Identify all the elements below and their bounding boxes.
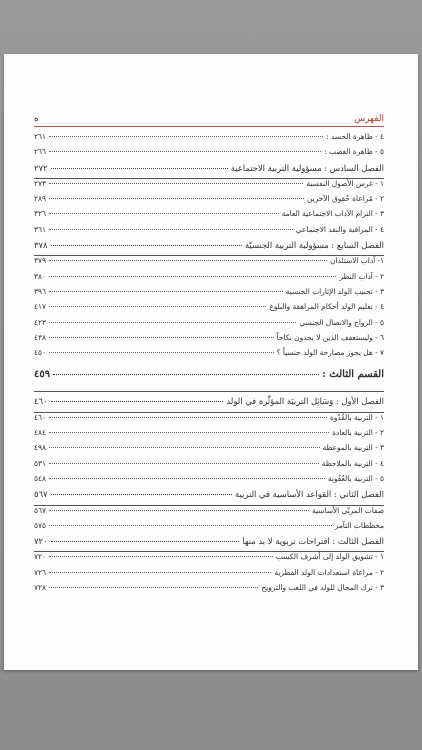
dot-leader [49,198,304,199]
toc-item[interactable] [34,552,384,567]
toc-page-number: ٣٩٦ [34,286,46,296]
header-title: الفهرس [354,114,384,124]
toc-item[interactable] [34,147,384,162]
toc-page-number: ٣٧٩ [34,256,46,266]
toc-item[interactable] [34,194,384,209]
dot-leader [49,478,325,479]
toc-page-number: ٤٥٩ [34,369,51,381]
dot-leader [49,213,279,214]
toc-entry-text: ٣ - التربية بالموعظة [322,443,384,453]
toc-page-number: ٢٧٣ [34,178,46,188]
toc-entry-text: ٥ - التربية بالعُقُوبة [327,473,384,483]
dot-leader [49,322,296,323]
toc-chapter[interactable] [34,536,384,552]
toc-entry-text: ٦ - وليستعفف الذين لا يجدون نكاحاً [276,332,384,342]
toc-chapter[interactable] [34,489,384,505]
toc-item[interactable] [34,459,384,474]
toc-entry-text: ٤ - تعليم الولد أحكام المراهقة والبلوغ [269,302,384,312]
toc-page-number: ٤٢٣ [34,317,46,327]
toc-entry-text: القسم الثالث : [322,369,384,381]
toc-entry-text: ٤ - المراقبة والنقد الاجتماعي [295,224,384,234]
dot-leader [49,572,271,573]
dot-leader [49,276,337,277]
dot-leader [49,260,327,261]
toc-entry-text: ٢ - آداب النظر [339,271,384,281]
toc-entry-text: ٣ - تجنيب الولد الإثارات الجنسية [285,286,384,296]
toc-page-number: ٧٢٠ [34,552,46,562]
toc-page-number: ٤١٧ [34,302,46,312]
dot-leader [49,463,319,464]
dot-leader [49,291,283,292]
dot-leader [49,151,321,152]
toc-entry-text: ٢ - مراعاة استعدادات الولد الفطرية [274,567,384,577]
toc-item[interactable] [34,521,384,536]
toc-entry-text: صفات المربّي الأساسية [312,505,384,515]
toc-item[interactable] [34,272,384,287]
header-page-number: ه [34,114,39,124]
dot-leader [49,337,274,338]
toc-item[interactable] [34,225,384,240]
document-page [4,54,418,670]
toc-page-number: ٥٤٨ [34,473,46,483]
toc-item[interactable] [34,428,384,443]
toc-page-number: ٢٨٩ [34,194,46,204]
toc-page-number: ٤٥٠ [34,348,46,358]
toc-page-number: ٣٢٦ [34,209,46,219]
toc-item[interactable] [34,209,384,224]
dot-leader [49,556,273,557]
dot-leader [49,229,293,230]
toc-item[interactable] [34,179,384,194]
toc-chapter[interactable] [34,163,384,179]
toc-chapter[interactable] [34,396,384,412]
toc-entry-text: الفصل السادس : مسؤولية التربية الاجتماعية [230,162,384,173]
toc-item[interactable] [34,318,384,333]
dot-leader [51,494,232,495]
toc-item[interactable] [34,287,384,302]
toc-item[interactable] [34,302,384,317]
toc-item[interactable] [34,256,384,271]
dot-leader [49,587,258,588]
dot-leader [51,401,224,402]
table-of-contents [34,132,384,598]
toc-chapter[interactable] [34,240,384,256]
toc-page-number: ٤٩٨ [34,443,46,453]
dot-leader [51,168,228,169]
toc-page-number: ٥٦٧ [34,505,46,515]
toc-item[interactable] [34,413,384,428]
toc-page-number: ٤٦٠ [34,396,48,407]
dot-leader [49,417,327,418]
dot-leader [49,447,320,448]
toc-item[interactable] [34,333,384,348]
toc-page-number: ٤٦٠ [34,412,46,422]
toc-item[interactable] [34,506,384,521]
toc-entry-text: مخططات التآمر [334,520,384,530]
toc-page-number: ٧٢٦ [34,567,46,577]
toc-entry-text: ٥ - الزواج والاتصال الجنسي [299,317,384,327]
dot-leader [49,510,309,511]
toc-page-number: ٤٣٨ [34,332,46,342]
toc-entry-text: ٤ - ظاهرة الحسد : [326,132,384,141]
toc-entry-text: الفصل الثاني : القواعد الأساسية في التربية [234,489,384,500]
toc-entry-text: ١- آداب الاستئذان [330,256,384,266]
toc-entry-text: ٢ - مُراعاة حُقوق الآخرين [307,194,384,204]
page-header [34,106,384,127]
toc-entry-text: ٧ - هل يجوز مصارحة الولد جنسياً ؟ [276,348,384,358]
toc-entry-text: الفصل السابع : مسؤولية التربية الجنسيّة [244,240,384,251]
toc-page-number: ٣٧٨ [34,240,48,251]
toc-entry-text: الفصل الثالث : اقتراحات تربوية لا بد منها [242,536,384,547]
toc-item[interactable] [34,132,384,147]
toc-entry-text: ٤ - التربية بالملاحظة [321,458,384,468]
dot-leader [51,245,242,246]
toc-entry-text: ٣ - التزام الآداب الاجتماعية العامة [281,209,384,219]
dot-leader [49,306,266,307]
toc-item[interactable] [34,583,384,598]
dot-leader [49,525,332,526]
dot-leader [53,374,319,375]
toc-page-number: ٢٧٢ [34,162,48,173]
toc-entry-text: الفصل الأول : وَسَائِل التربيَة المؤثِّرة في الولد [226,396,384,407]
toc-section[interactable] [34,369,384,392]
toc-page-number: ٥٧٥ [34,520,46,530]
toc-entry-text: ١ - غرس الأصول النفسية [306,178,384,188]
toc-page-number: ٥٦٧ [34,489,48,500]
dot-leader [49,432,329,433]
toc-page-number: ٢٦١ [34,132,46,141]
toc-page-number: ٢٦٦ [34,147,46,157]
toc-page-number: ٣٦١ [34,224,46,234]
toc-page-number: ٥٣١ [34,458,46,468]
toc-page-number: ٤٨٤ [34,428,46,438]
toc-item[interactable] [34,443,384,458]
toc-page-number: ٧٢٠ [34,536,48,547]
toc-item[interactable] [34,474,384,489]
toc-entry-text: ١ - تشويق الولد إلى أشرف الكسب [275,552,384,562]
dot-leader [49,352,274,353]
dot-leader [49,183,303,184]
toc-entry-text: ٣ - ترك المجال للولد في اللعب والترويح [261,583,384,593]
toc-page-number: ٣٨٠ [34,271,46,281]
toc-item[interactable] [34,568,384,583]
toc-page-number: ٧٢٨ [34,583,46,593]
dot-leader [49,136,323,137]
toc-item[interactable] [34,348,384,363]
toc-entry-text: ٢ - التربية بالعادة [332,428,384,438]
toc-entry-text: ١ - التربية بالقُدْوة [329,412,384,422]
dot-leader [51,541,240,542]
toc-entry-text: ٥ - ظاهرة الغضب : [324,147,384,157]
